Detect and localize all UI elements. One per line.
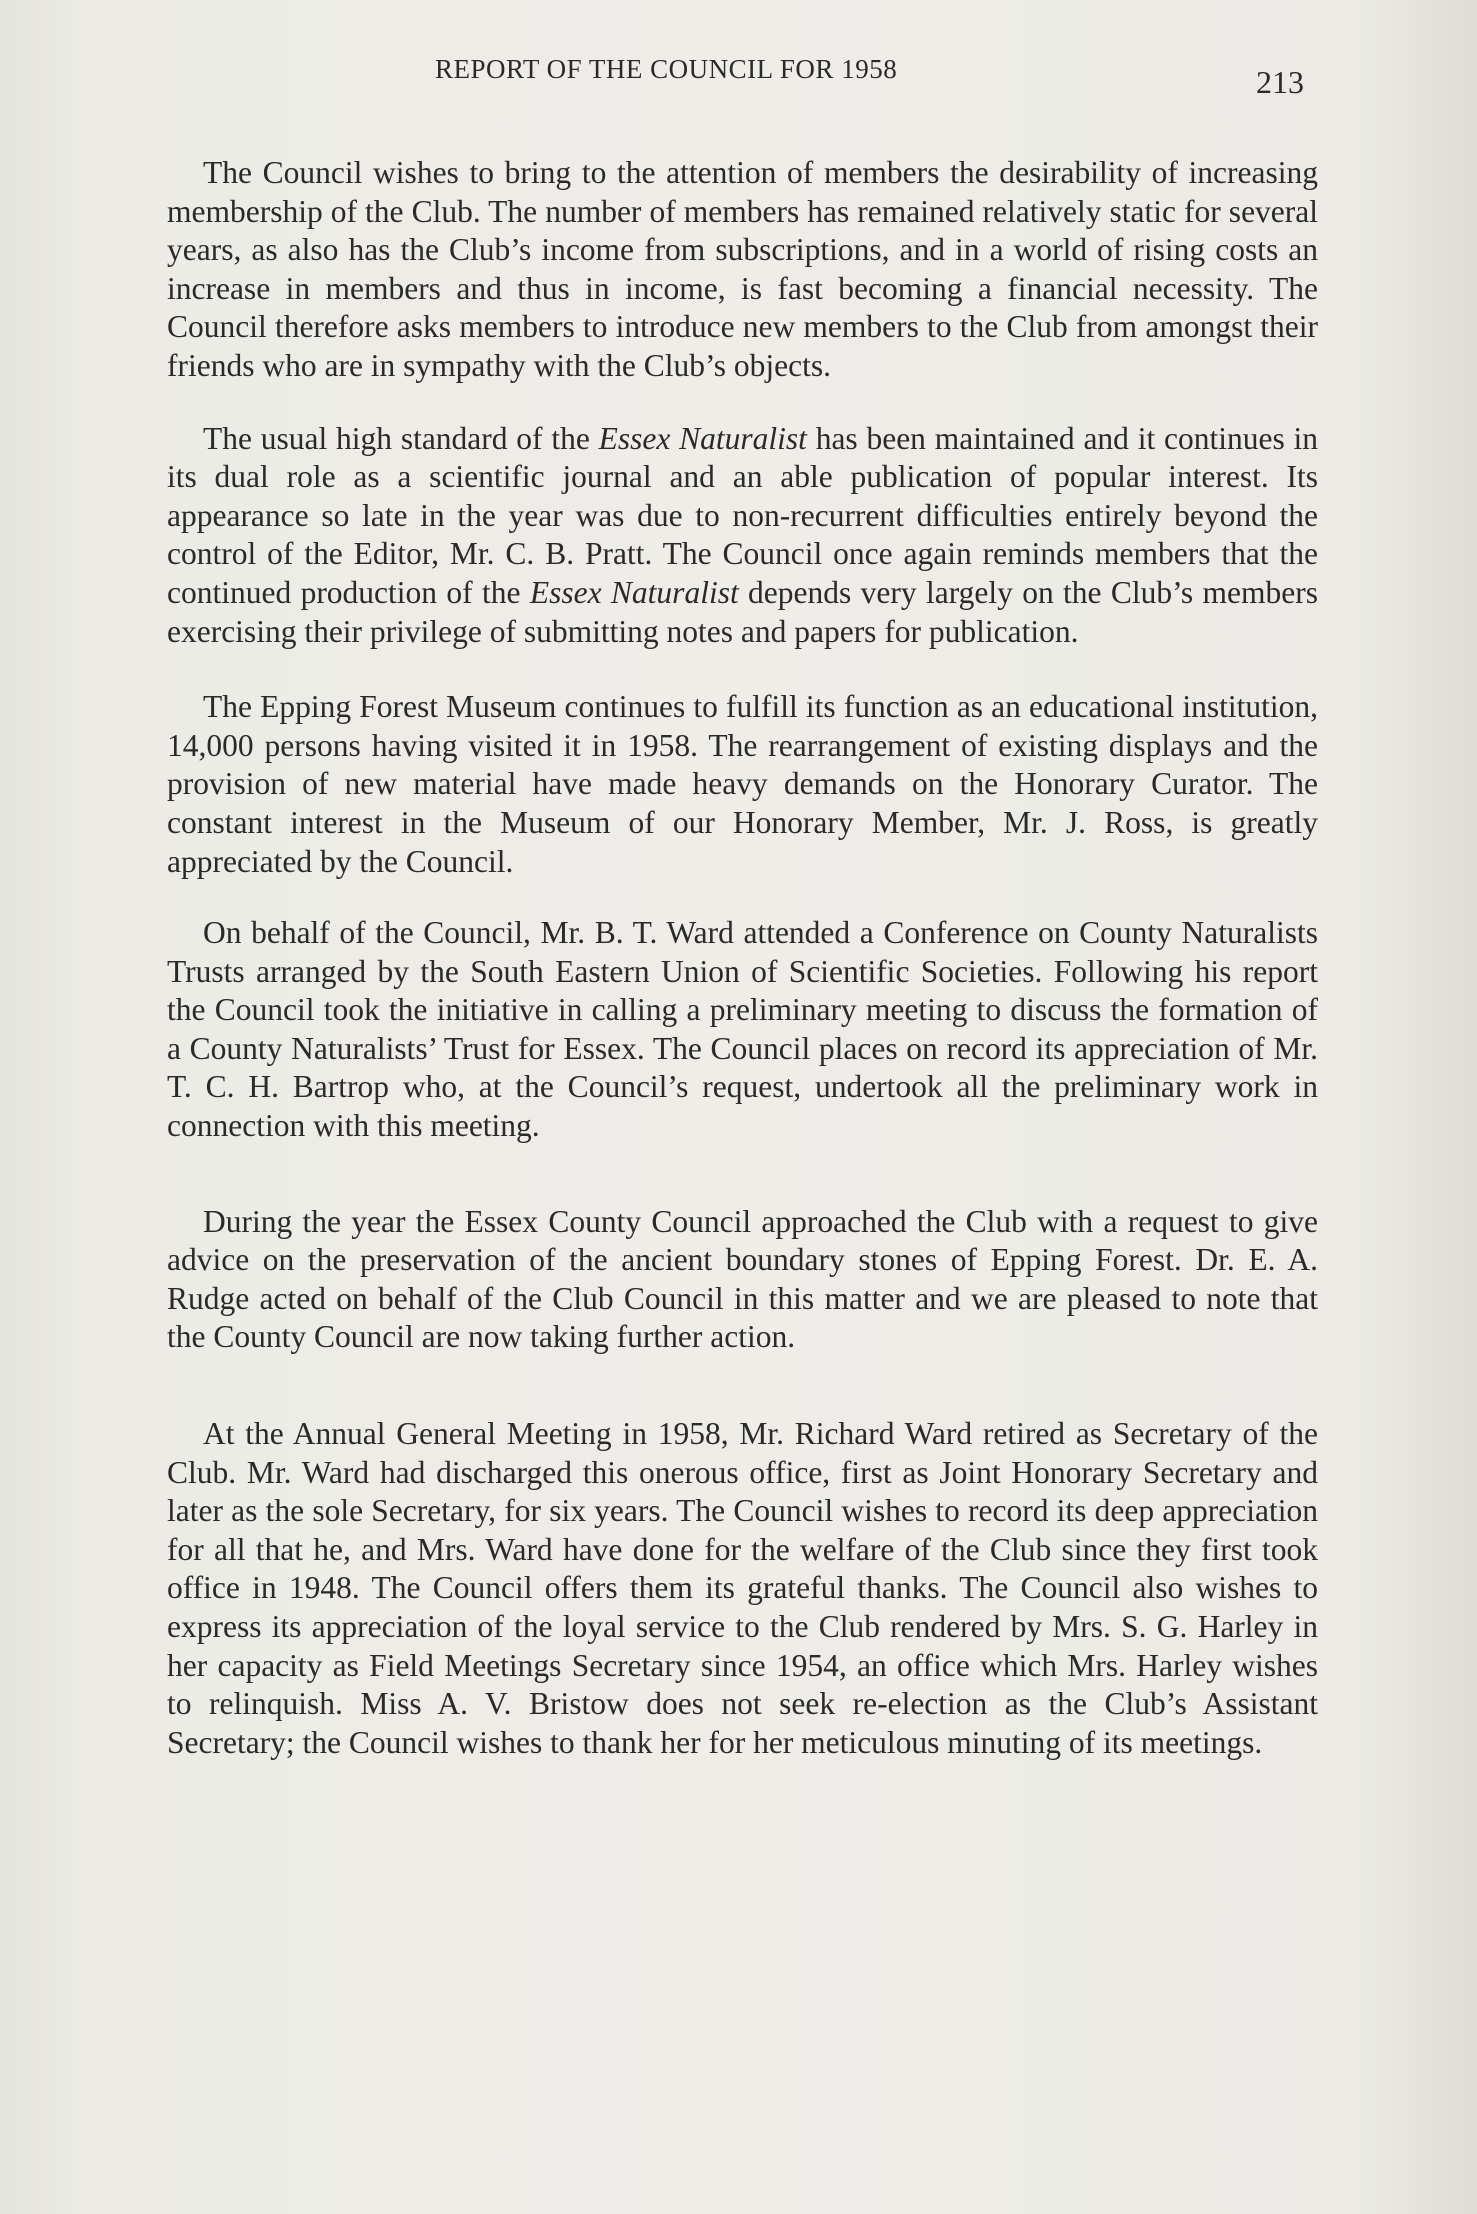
journal-title: Essex Naturalist — [529, 574, 739, 610]
paragraph-text: During the year the Essex County Council approached the Club with a request to give advice on the preservation of the ancient boundary stones of Epping Forest. Dr. E. A. Rudge acted on behalf of the Club Council in this matter and we are pleased to note that the County Council are now taking further action. — [167, 1203, 1318, 1355]
report-body — [167, 154, 1318, 1762]
paragraph-text: The Council wishes to bring to the attention of members the desirability of increasing membership of the Club. The number of members has remained relatively static for several years, as also has the Club’s income from subscriptions, and in a world of rising costs an increase in members and thus in income, is fast becoming a financial necessity. The Council therefore asks members to introduce new members to the Club from amongst their friends who are in sympathy with the Club’s objects. — [167, 155, 1318, 383]
paragraph-membership — [167, 154, 1318, 386]
running-header — [0, 50, 1477, 110]
paragraph-text: At the Annual General Meeting in 1958, Mr. Richard Ward retired as Secretary of the Club. Mr. Ward had discharged this onerous office, first as Joint Honorary Secretary and later as the sole Secretary, for six years. The Council wishes to record its deep appreciation for all that he, and Mrs. Ward have done for the welfare of the Club since they first took office in 1948. The Council offers them its grateful thanks. The Council also wishes to express its appreciation of the loyal service to the Club rendered by Mrs. S. G. Harley in her capacity as Field Meetings Secretary since 1954, an office which Mrs. Harley wishes to relinquish. Miss A. V. Bristow does not seek re-election as the Club’s Assistant Secretary; the Council wishes to thank her for her meticulous minuting of its meetings. — [167, 1416, 1318, 1760]
paragraph-text: The Epping Forest Museum continues to fulfill its function as an educational institution, 14,000 persons having visited it in 1958. The rearrangement of existing displays and the provision of new material have made heavy demands on the Honorary Curator. The constant interest in the Museum of our Honorary Member, Mr. J. Ross, is greatly appreciated by the Council. — [167, 689, 1318, 879]
paragraph-text: has been maintained and it continues in its dual role as a scientific journal and an able publication of popular interest. Its appearance so late in the year was due to non-recurrent difficulties entirely beyond the control of the Editor, Mr. C. B. Pratt. The Council once again reminds members that the continued production of the — [167, 420, 1318, 610]
page-number: 213 — [1256, 64, 1304, 100]
paragraph-essex-naturalist — [167, 420, 1318, 652]
paragraph-secretary — [167, 1415, 1318, 1762]
paragraph-boundary-stones — [167, 1203, 1318, 1357]
paragraph-text: On behalf of the Council, Mr. B. T. Ward attended a Conference on County Naturalists Trusts arranged by the South Eastern Union of Scientific Societies. Following his report the Council took the initiative in calling a preliminary meeting to discuss the formation of a County Naturalists’ Trust for Essex. The Council places on record its appreciation of Mr. T. C. H. Bartrop who, at the Council’s request, undertook all the preliminary work in connection with this meeting. — [167, 915, 1318, 1144]
paragraph-naturalists-trust — [167, 914, 1318, 1146]
paragraph-museum — [167, 688, 1318, 881]
header-title: REPORT OF THE COUNCIL FOR 1958 — [435, 54, 898, 84]
journal-title: Essex Naturalist — [598, 420, 807, 456]
paragraph-text: The usual high standard of the — [203, 420, 599, 456]
paragraph-text: depends very largely on the Club’s members exercising their privilege of submitting notes and papers for publication. — [167, 574, 1318, 649]
